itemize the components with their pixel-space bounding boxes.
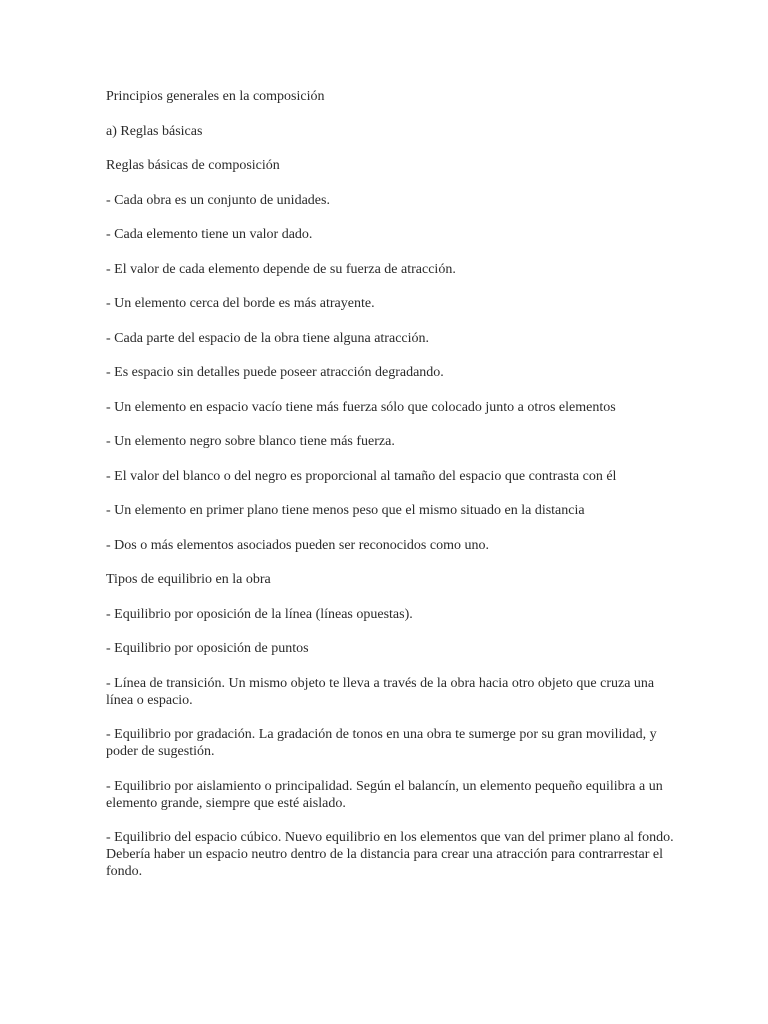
equilibrium-item: - Equilibrio por oposición de la línea (líneas opuestas). [106,606,413,622]
document-body [106,88,676,898]
rule-item: - Un elemento cerca del borde es más atrayente. [106,296,375,311]
rule-item: - Dos o más elementos asociados pueden ser reconocidos como uno. [106,537,489,553]
rule-item: - Cada elemento tiene un valor dado. [106,227,313,242]
rule-item: - Un elemento en primer plano tiene menos peso que el mismo situado en la distancia [106,503,585,518]
document-title: Principios generales en la composición [106,89,325,104]
section-heading-reglas-basicas: a) Reglas básicas [106,123,203,139]
equilibrium-item: - Equilibrio por oposición de puntos [106,641,309,656]
rule-item: - Cada parte del espacio de la obra tiene alguna atracción. [106,330,430,346]
rule-item: - El valor del blanco o del negro es proporcional al tamaño del espacio que contrasta con él [106,468,617,484]
equilibrium-item: - Equilibrio del espacio cúbico. Nuevo equilibrio en los elementos que van del primer plano al fondo. Debería haber un espacio neutro dentro de la distancia para crear una atracción para contrarrestar el fondo. [106,830,674,879]
equilibrium-item: - Equilibrio por aislamiento o principalidad. Según el balancín, un elemento pequeño equilibra a un elemento grande, siempre que esté aislado. [106,778,663,811]
equilibrium-item: - Línea de transición. Un mismo objeto te lleva a través de la obra hacia otro objeto que cruza una línea o espacio. [106,675,655,708]
rule-item: - El valor de cada elemento depende de su fuerza de atracción. [106,261,456,277]
subheading-tipos-equilibrio: Tipos de equilibrio en la obra [106,572,271,587]
rule-item: - Un elemento en espacio vacío tiene más fuerza sólo que colocado junto a otros elementos [106,399,616,415]
rule-item: - Un elemento negro sobre blanco tiene más fuerza. [106,434,395,449]
subheading-reglas-composicion: Reglas básicas de composición [106,158,280,173]
rule-item: - Es espacio sin detalles puede poseer atracción degradando. [106,365,444,380]
rule-item: - Cada obra es un conjunto de unidades. [106,192,330,208]
equilibrium-item: - Equilibrio por gradación. La gradación de tonos en una obra te sumerge por su gran movilidad, y poder de sugestión. [106,727,657,759]
